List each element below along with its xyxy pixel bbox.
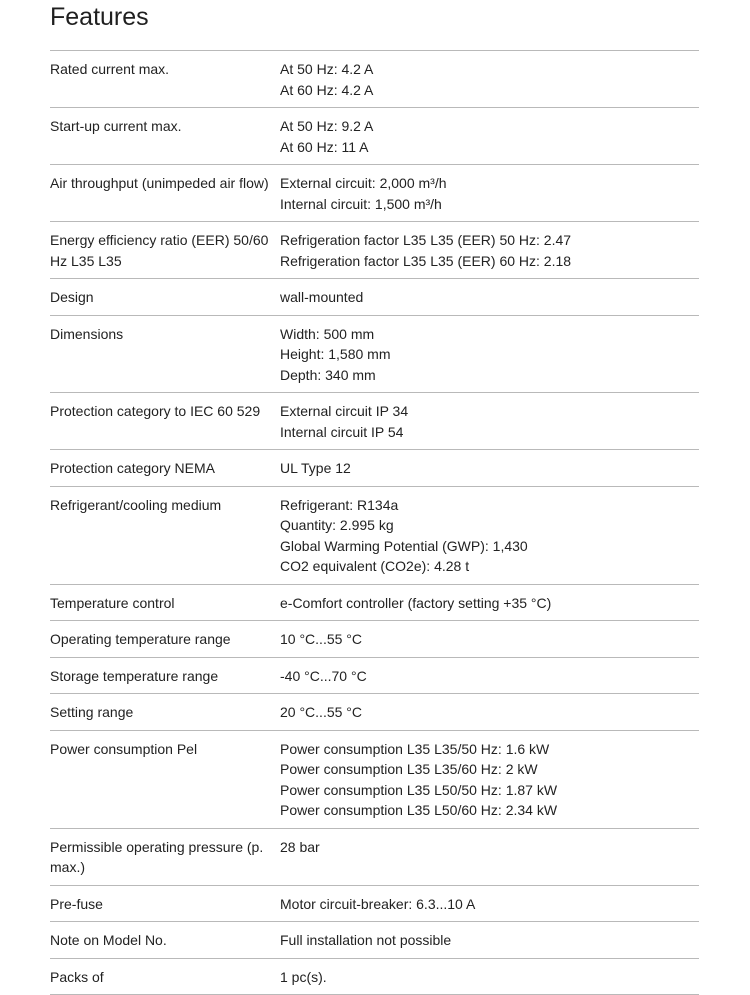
row-values [280,324,699,386]
row-value: Power consumption L35 L35/60 Hz: 2 kW [280,759,699,780]
row-label: Design [50,287,280,308]
row-label: Protection category NEMA [50,458,280,479]
row-value: Quantity: 2.995 kg [280,515,699,536]
row-value: At 50 Hz: 4.2 A [280,59,699,80]
table-row [50,51,699,108]
row-value: 1 pc(s). [280,967,699,988]
row-value: wall-mounted [280,287,699,308]
row-values [280,495,699,577]
row-values [280,629,699,650]
table-row [50,108,699,165]
row-values [280,59,699,100]
row-values [280,230,699,271]
row-label: Permissible operating pressure (p. max.) [50,837,280,878]
table-row [50,222,699,279]
row-value: Motor circuit-breaker: 6.3...10 A [280,894,699,915]
row-label: Setting range [50,702,280,723]
row-label: Rated current max. [50,59,280,100]
row-label: Refrigerant/cooling medium [50,495,280,577]
row-label: Air throughput (unimpeded air flow) [50,173,280,214]
table-row [50,731,699,829]
row-value: At 50 Hz: 9.2 A [280,116,699,137]
row-value: Internal circuit IP 54 [280,422,699,443]
row-value: At 60 Hz: 4.2 A [280,80,699,101]
row-value: UL Type 12 [280,458,699,479]
row-values [280,702,699,723]
table-row [50,165,699,222]
row-values [280,173,699,214]
row-value: -40 °C...70 °C [280,666,699,687]
row-value: External circuit: 2,000 m³/h [280,173,699,194]
table-row [50,487,699,585]
row-values [280,458,699,479]
row-values [280,116,699,157]
table-row [50,886,699,923]
table-row [50,316,699,394]
features-table [50,50,699,995]
table-row [50,658,699,695]
row-label: Operating temperature range [50,629,280,650]
row-label: Energy efficiency ratio (EER) 50/60 Hz L35 L35 [50,230,280,271]
row-value: Refrigerant: R134a [280,495,699,516]
row-value: 10 °C...55 °C [280,629,699,650]
row-value: Global Warming Potential (GWP): 1,430 [280,536,699,557]
row-value: Refrigeration factor L35 L35 (EER) 50 Hz: 2.47 [280,230,699,251]
table-row [50,279,699,316]
row-label: Temperature control [50,593,280,614]
table-row [50,585,699,622]
row-label: Note on Model No. [50,930,280,951]
row-value: e-Comfort controller (factory setting +35 °C) [280,593,699,614]
table-row [50,959,699,995]
row-value: Width: 500 mm [280,324,699,345]
row-label: Protection category to IEC 60 529 [50,401,280,442]
row-value: Height: 1,580 mm [280,344,699,365]
row-values [280,593,699,614]
table-row [50,922,699,959]
row-values [280,894,699,915]
row-value: Depth: 340 mm [280,365,699,386]
row-label: Pre-fuse [50,894,280,915]
section-title: Features [50,2,149,32]
row-label: Dimensions [50,324,280,386]
row-label: Storage temperature range [50,666,280,687]
row-value: 28 bar [280,837,699,858]
row-values [280,967,699,988]
row-values [280,287,699,308]
row-value: Power consumption L35 L50/50 Hz: 1.87 kW [280,780,699,801]
table-row [50,829,699,886]
row-values [280,739,699,821]
row-label: Power consumption Pel [50,739,280,821]
row-label: Start-up current max. [50,116,280,157]
table-row [50,694,699,731]
row-value: External circuit IP 34 [280,401,699,422]
row-values [280,930,699,951]
row-value: CO2 equivalent (CO2e): 4.28 t [280,556,699,577]
table-row [50,393,699,450]
row-values [280,666,699,687]
row-value: At 60 Hz: 11 A [280,137,699,158]
row-value: Power consumption L35 L50/60 Hz: 2.34 kW [280,800,699,821]
table-row [50,450,699,487]
row-value: Power consumption L35 L35/50 Hz: 1.6 kW [280,739,699,760]
row-value: 20 °C...55 °C [280,702,699,723]
table-row [50,621,699,658]
row-value: Internal circuit: 1,500 m³/h [280,194,699,215]
row-label: Packs of [50,967,280,988]
row-value: Full installation not possible [280,930,699,951]
row-values [280,837,699,878]
row-values [280,401,699,442]
row-value: Refrigeration factor L35 L35 (EER) 60 Hz: 2.18 [280,251,699,272]
